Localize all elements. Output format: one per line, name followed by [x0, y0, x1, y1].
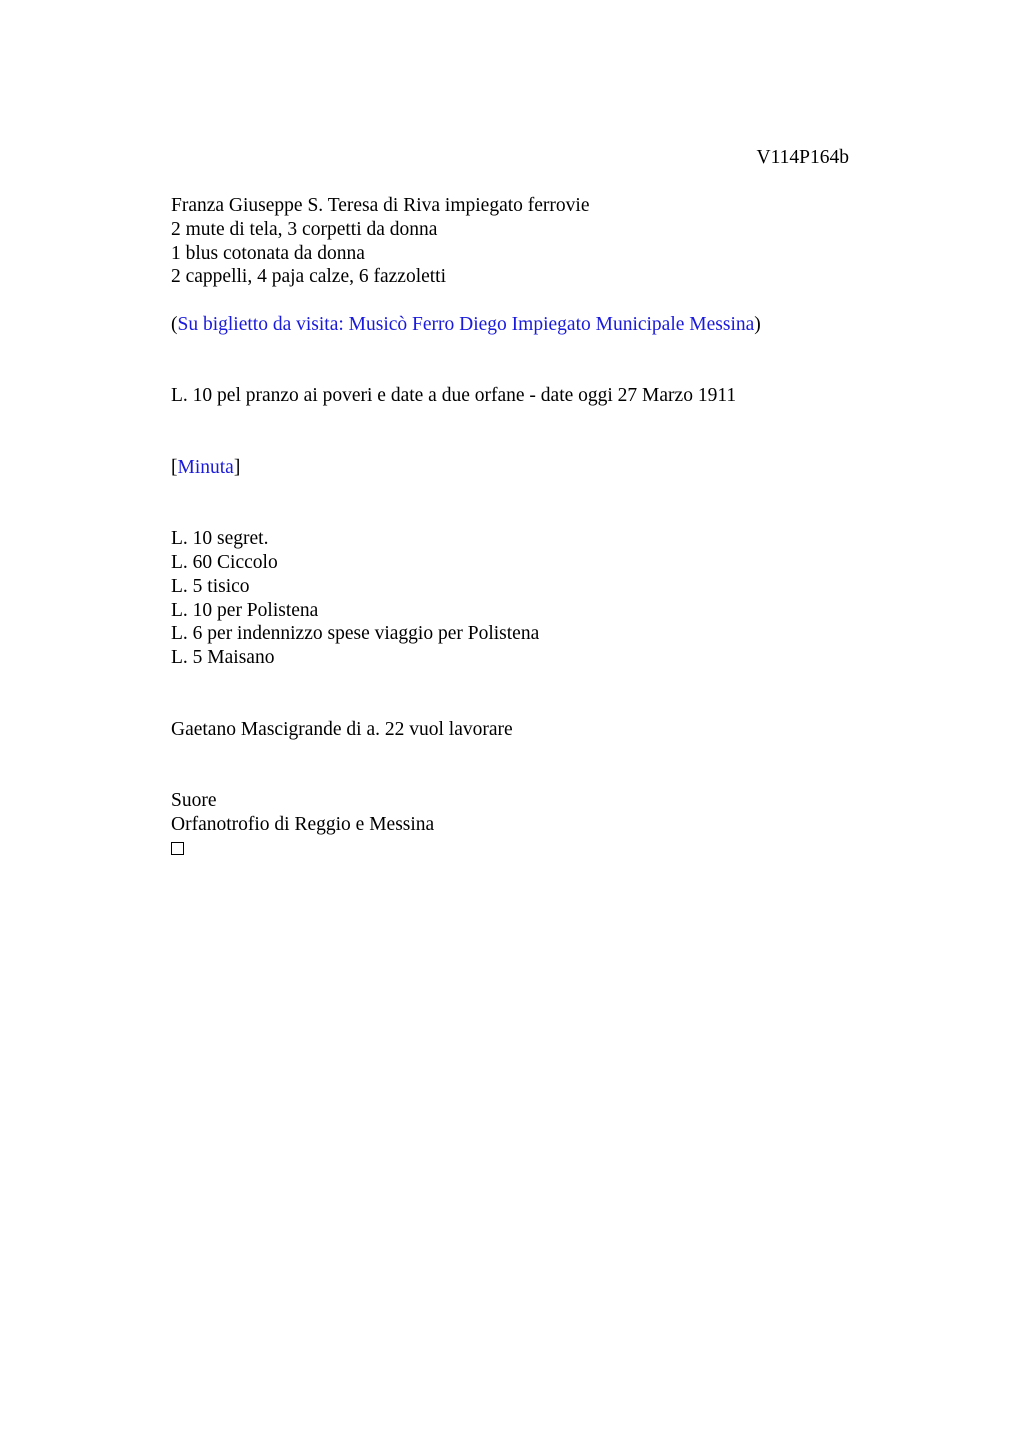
spacer [171, 741, 871, 789]
bracket-open: [ [171, 456, 178, 478]
expense-item: L. 5 Maisano [171, 647, 275, 669]
inventory-line: 1 blus cotonata da donna [171, 242, 365, 264]
business-card-note [171, 313, 871, 337]
expense-item: L. 10 segret. [171, 528, 269, 550]
spacer [171, 480, 871, 528]
document-body [171, 194, 871, 860]
inventory-line: 2 mute di tela, 3 corpetti da donna [171, 218, 438, 240]
request-line: Gaetano Mascigrande di a. 22 vuol lavorare [171, 718, 513, 740]
expense-item: L. 5 tisico [171, 575, 250, 597]
end-marker [171, 837, 871, 861]
inventory-line: 2 cappelli, 4 paja calze, 6 fazzoletti [171, 266, 447, 288]
draft-note-text: Minuta [177, 456, 234, 478]
expense-item: L. 6 per indennizzo spese viaggio per Polistena [171, 623, 540, 645]
closing-line: Orfanotrofio di Reggio e Messina [171, 813, 435, 835]
spacer [171, 408, 871, 456]
donation-line: L. 10 pel pranzo ai poveri e date a due orfane - date oggi 27 Marzo 1911 [171, 385, 737, 407]
inventory-line: Franza Giuseppe S. Teresa di Riva impiegato ferrovie [171, 195, 590, 216]
bracket-close: ] [233, 456, 241, 478]
draft-note [171, 456, 871, 480]
paren-open: ( [171, 313, 178, 335]
expense-list [171, 527, 871, 670]
spacer [171, 670, 871, 718]
closing-block [171, 789, 871, 860]
spacer [171, 337, 871, 385]
reference-code: V114P164b [756, 147, 849, 168]
paren-close: ) [754, 313, 761, 335]
inventory-block [171, 194, 871, 289]
spacer [171, 289, 871, 313]
empty-square-icon [171, 842, 184, 855]
business-card-text: Su biglietto da visita: Musicò Ferro Diego Impiegato Municipale Messina [177, 313, 755, 335]
expense-item: L. 60 Ciccolo [171, 551, 278, 573]
expense-item: L. 10 per Polistena [171, 599, 319, 621]
closing-line: Suore [171, 789, 217, 811]
